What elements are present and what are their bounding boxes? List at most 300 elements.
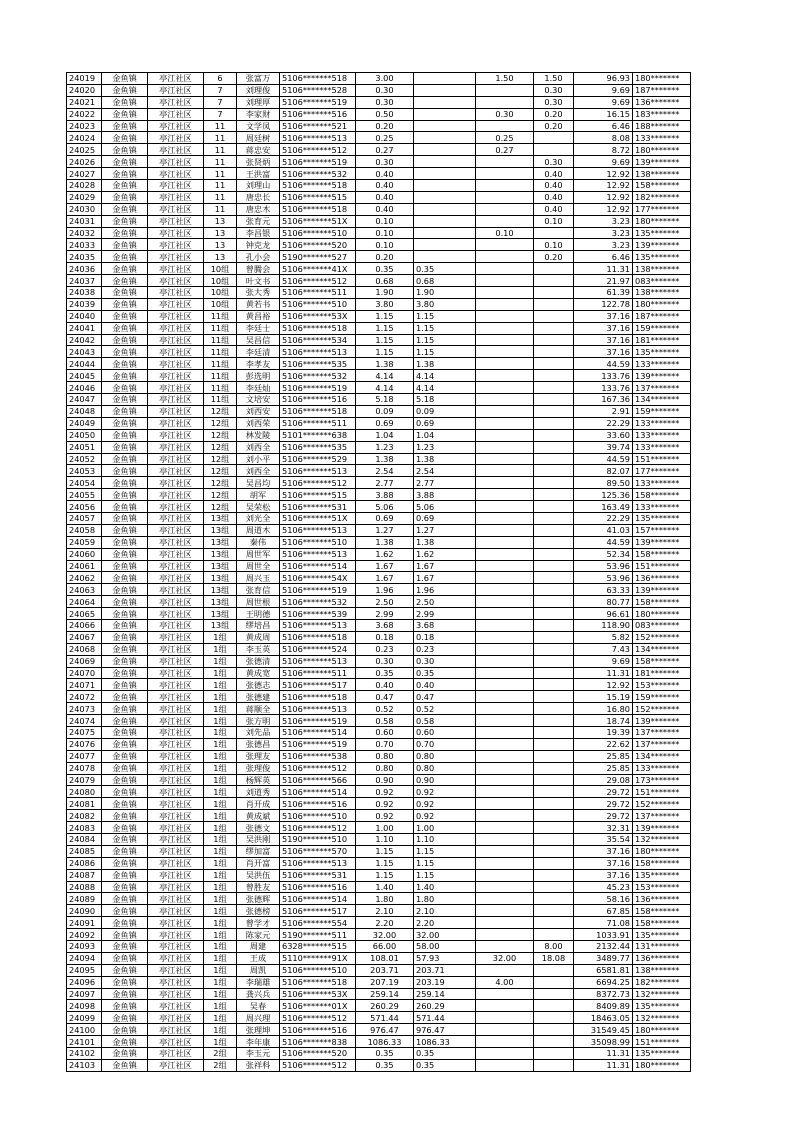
cell-community: 亭江社区 bbox=[148, 988, 204, 1000]
cell-group: 1组 bbox=[204, 798, 237, 810]
cell-phone: 152******* bbox=[633, 631, 691, 643]
cell-amount: 12.92 bbox=[574, 679, 633, 691]
cell-community: 亭江社区 bbox=[148, 275, 204, 287]
cell-total-area: 3.68 bbox=[356, 619, 414, 631]
cell-id-number: 5106*******535 bbox=[280, 441, 356, 453]
cell-area-c bbox=[534, 608, 574, 620]
cell-area-a: 1.80 bbox=[414, 893, 476, 905]
cell-total-area: 5.18 bbox=[356, 394, 414, 406]
cell-phone: 158******* bbox=[633, 857, 691, 869]
table-row bbox=[67, 191, 691, 203]
table-row bbox=[67, 334, 691, 346]
cell-amount: 37.16 bbox=[574, 334, 633, 346]
cell-total-area: 260.29 bbox=[356, 1000, 414, 1012]
cell-group: 13组 bbox=[204, 512, 237, 524]
cell-group: 1组 bbox=[204, 738, 237, 750]
cell-id-number: 5106*******554 bbox=[280, 917, 356, 929]
cell-id-number: 5106*******518 bbox=[280, 976, 356, 988]
cell-town: 金鱼镇 bbox=[102, 584, 148, 596]
cell-area-a bbox=[414, 227, 476, 239]
table-row bbox=[67, 572, 691, 584]
cell-area-c bbox=[534, 358, 574, 370]
cell-id-number: 5106*******518 bbox=[280, 203, 356, 215]
cell-id-number: 5106*******510 bbox=[280, 964, 356, 976]
cell-area-b bbox=[476, 834, 534, 846]
cell-community: 亭江社区 bbox=[148, 715, 204, 727]
cell-row-id: 24100 bbox=[67, 1024, 102, 1036]
cell-id-number: 5106*******512 bbox=[280, 477, 356, 489]
cell-amount: 6.46 bbox=[574, 251, 633, 263]
cell-row-id: 24071 bbox=[67, 679, 102, 691]
cell-town: 金鱼镇 bbox=[102, 132, 148, 144]
cell-area-b bbox=[476, 394, 534, 406]
cell-town: 金鱼镇 bbox=[102, 822, 148, 834]
cell-town: 金鱼镇 bbox=[102, 227, 148, 239]
cell-phone: 132******* bbox=[633, 988, 691, 1000]
cell-community: 亭江社区 bbox=[148, 417, 204, 429]
cell-area-a: 0.18 bbox=[414, 631, 476, 643]
cell-id-number: 5106*******513 bbox=[280, 346, 356, 358]
cell-area-b bbox=[476, 96, 534, 108]
cell-group: 1组 bbox=[204, 774, 237, 786]
cell-row-id: 24086 bbox=[67, 857, 102, 869]
cell-id-number: 5106*******531 bbox=[280, 869, 356, 881]
cell-phone: 173******* bbox=[633, 774, 691, 786]
cell-phone: 136******* bbox=[633, 952, 691, 964]
cell-area-a bbox=[414, 108, 476, 120]
cell-total-area: 0.40 bbox=[356, 180, 414, 192]
cell-person-name: 李廷灿 bbox=[237, 382, 280, 394]
cell-area-a: 1.15 bbox=[414, 857, 476, 869]
cell-community: 亭江社区 bbox=[148, 298, 204, 310]
cell-town: 金鱼镇 bbox=[102, 370, 148, 382]
cell-phone: 132******* bbox=[633, 1012, 691, 1024]
cell-area-b bbox=[476, 893, 534, 905]
table-row bbox=[67, 441, 691, 453]
cell-town: 金鱼镇 bbox=[102, 917, 148, 929]
cell-area-c bbox=[534, 845, 574, 857]
cell-area-c bbox=[534, 572, 574, 584]
cell-group: 1组 bbox=[204, 929, 237, 941]
cell-community: 亭江社区 bbox=[148, 501, 204, 513]
cell-person-name: 黄成周 bbox=[237, 631, 280, 643]
cell-area-a: 5.18 bbox=[414, 394, 476, 406]
cell-row-id: 24065 bbox=[67, 608, 102, 620]
cell-town: 金鱼镇 bbox=[102, 738, 148, 750]
cell-amount: 53.96 bbox=[574, 560, 633, 572]
cell-group: 11组 bbox=[204, 382, 237, 394]
cell-row-id: 24059 bbox=[67, 536, 102, 548]
cell-area-a bbox=[414, 132, 476, 144]
cell-amount: 29.72 bbox=[574, 786, 633, 798]
cell-community: 亭江社区 bbox=[148, 572, 204, 584]
cell-id-number: 5106*******516 bbox=[280, 881, 356, 893]
table-row bbox=[67, 905, 691, 917]
cell-phone: 136******* bbox=[633, 572, 691, 584]
table-row bbox=[67, 322, 691, 334]
cell-community: 亭江社区 bbox=[148, 655, 204, 667]
cell-row-id: 24019 bbox=[67, 73, 102, 85]
cell-amount: 9.69 bbox=[574, 655, 633, 667]
cell-id-number: 5106*******518 bbox=[280, 180, 356, 192]
cell-area-b bbox=[476, 1000, 534, 1012]
cell-group: 1组 bbox=[204, 691, 237, 703]
cell-phone: 139******* bbox=[633, 822, 691, 834]
cell-amount: 21.97 bbox=[574, 275, 633, 287]
table-row bbox=[67, 738, 691, 750]
cell-amount: 96.93 bbox=[574, 73, 633, 85]
table-row bbox=[67, 976, 691, 988]
cell-row-id: 24036 bbox=[67, 263, 102, 275]
cell-person-name: 刘西荣 bbox=[237, 417, 280, 429]
table-row bbox=[67, 489, 691, 501]
cell-community: 亭江社区 bbox=[148, 667, 204, 679]
cell-area-c bbox=[534, 869, 574, 881]
table-row bbox=[67, 988, 691, 1000]
table-row bbox=[67, 501, 691, 513]
table-row bbox=[67, 822, 691, 834]
cell-area-c bbox=[534, 786, 574, 798]
cell-group: 12组 bbox=[204, 417, 237, 429]
cell-row-id: 24056 bbox=[67, 501, 102, 513]
cell-total-area: 1.40 bbox=[356, 881, 414, 893]
cell-phone: 133******* bbox=[633, 501, 691, 513]
cell-person-name: 周道木 bbox=[237, 524, 280, 536]
cell-total-area: 32.00 bbox=[356, 929, 414, 941]
cell-total-area: 2.20 bbox=[356, 917, 414, 929]
cell-person-name: 张方明 bbox=[237, 715, 280, 727]
cell-area-a: 259.14 bbox=[414, 988, 476, 1000]
cell-person-name: 李家财 bbox=[237, 108, 280, 120]
cell-row-id: 24062 bbox=[67, 572, 102, 584]
cell-phone: 134******* bbox=[633, 394, 691, 406]
cell-person-name: 刘西安 bbox=[237, 405, 280, 417]
cell-area-c bbox=[534, 798, 574, 810]
cell-town: 金鱼镇 bbox=[102, 834, 148, 846]
cell-id-number: 5106*******518 bbox=[280, 691, 356, 703]
table-row bbox=[67, 893, 691, 905]
cell-row-id: 24022 bbox=[67, 108, 102, 120]
cell-row-id: 24095 bbox=[67, 964, 102, 976]
cell-amount: 25.85 bbox=[574, 762, 633, 774]
cell-phone: 159******* bbox=[633, 405, 691, 417]
table-row bbox=[67, 512, 691, 524]
cell-amount: 22.62 bbox=[574, 738, 633, 750]
cell-area-a bbox=[414, 215, 476, 227]
cell-town: 金鱼镇 bbox=[102, 941, 148, 953]
table-row bbox=[67, 929, 691, 941]
cell-area-a: 1.27 bbox=[414, 524, 476, 536]
cell-total-area: 259.14 bbox=[356, 988, 414, 1000]
cell-id-number: 5106*******511 bbox=[280, 287, 356, 299]
cell-community: 亭江社区 bbox=[148, 227, 204, 239]
cell-row-id: 24033 bbox=[67, 239, 102, 251]
cell-area-a: 260.29 bbox=[414, 1000, 476, 1012]
cell-area-a: 0.35 bbox=[414, 1048, 476, 1060]
cell-area-c: 0.30 bbox=[534, 156, 574, 168]
cell-amount: 61.39 bbox=[574, 287, 633, 299]
cell-amount: 82.07 bbox=[574, 465, 633, 477]
cell-group: 1组 bbox=[204, 703, 237, 715]
cell-town: 金鱼镇 bbox=[102, 298, 148, 310]
cell-person-name: 张理友 bbox=[237, 750, 280, 762]
cell-area-c bbox=[534, 429, 574, 441]
table-row bbox=[67, 584, 691, 596]
cell-person-name: 吴昌均 bbox=[237, 477, 280, 489]
cell-total-area: 0.30 bbox=[356, 84, 414, 96]
cell-person-name: 周兴玉 bbox=[237, 572, 280, 584]
cell-town: 金鱼镇 bbox=[102, 108, 148, 120]
cell-town: 金鱼镇 bbox=[102, 869, 148, 881]
cell-group: 13组 bbox=[204, 524, 237, 536]
cell-town: 金鱼镇 bbox=[102, 501, 148, 513]
cell-person-name: 吴春 bbox=[237, 1000, 280, 1012]
cell-group: 12组 bbox=[204, 465, 237, 477]
cell-phone: 152******* bbox=[633, 798, 691, 810]
cell-area-a: 0.80 bbox=[414, 750, 476, 762]
cell-person-name: 刘西全 bbox=[237, 441, 280, 453]
cell-person-name: 王成 bbox=[237, 952, 280, 964]
cell-amount: 3.23 bbox=[574, 227, 633, 239]
table-row bbox=[67, 298, 691, 310]
cell-area-a: 5.06 bbox=[414, 501, 476, 513]
cell-group: 12组 bbox=[204, 501, 237, 513]
cell-group: 1组 bbox=[204, 655, 237, 667]
cell-area-b bbox=[476, 786, 534, 798]
cell-area-b bbox=[476, 536, 534, 548]
cell-person-name: 周廷树 bbox=[237, 132, 280, 144]
cell-group: 1组 bbox=[204, 976, 237, 988]
table-row bbox=[67, 477, 691, 489]
cell-area-b bbox=[476, 405, 534, 417]
cell-area-c bbox=[534, 298, 574, 310]
cell-phone: 187******* bbox=[633, 84, 691, 96]
cell-amount: 8409.89 bbox=[574, 1000, 633, 1012]
cell-person-name: 肖开成 bbox=[237, 798, 280, 810]
cell-area-a: 1.00 bbox=[414, 822, 476, 834]
cell-community: 亭江社区 bbox=[148, 929, 204, 941]
cell-community: 亭江社区 bbox=[148, 251, 204, 263]
cell-area-b: 0.27 bbox=[476, 144, 534, 156]
cell-area-a: 0.58 bbox=[414, 715, 476, 727]
cell-total-area: 1.90 bbox=[356, 287, 414, 299]
cell-phone: 158******* bbox=[633, 655, 691, 667]
cell-area-a bbox=[414, 168, 476, 180]
cell-person-name: 吴洪伍 bbox=[237, 869, 280, 881]
cell-group: 1组 bbox=[204, 905, 237, 917]
cell-id-number: 5106*******534 bbox=[280, 334, 356, 346]
table-row bbox=[67, 156, 691, 168]
cell-phone: 135******* bbox=[633, 869, 691, 881]
cell-id-number: 5106*******521 bbox=[280, 120, 356, 132]
cell-row-id: 24050 bbox=[67, 429, 102, 441]
cell-total-area: 2.50 bbox=[356, 596, 414, 608]
cell-amount: 12.92 bbox=[574, 203, 633, 215]
cell-group: 11 bbox=[204, 180, 237, 192]
cell-area-b bbox=[476, 1036, 534, 1048]
cell-area-c bbox=[534, 465, 574, 477]
cell-area-a: 3.68 bbox=[414, 619, 476, 631]
cell-amount: 37.16 bbox=[574, 869, 633, 881]
cell-area-c bbox=[534, 489, 574, 501]
cell-total-area: 1.15 bbox=[356, 869, 414, 881]
cell-area-c: 0.20 bbox=[534, 251, 574, 263]
cell-community: 亭江社区 bbox=[148, 893, 204, 905]
cell-area-a: 1.38 bbox=[414, 358, 476, 370]
cell-town: 金鱼镇 bbox=[102, 203, 148, 215]
cell-area-c bbox=[534, 619, 574, 631]
cell-area-b: 0.25 bbox=[476, 132, 534, 144]
cell-total-area: 1.00 bbox=[356, 822, 414, 834]
cell-community: 亭江社区 bbox=[148, 382, 204, 394]
table-row bbox=[67, 263, 691, 275]
cell-group: 1组 bbox=[204, 881, 237, 893]
cell-area-b bbox=[476, 524, 534, 536]
cell-phone: 133******* bbox=[633, 762, 691, 774]
cell-community: 亭江社区 bbox=[148, 631, 204, 643]
cell-amount: 6581.81 bbox=[574, 964, 633, 976]
cell-total-area: 3.88 bbox=[356, 489, 414, 501]
cell-community: 亭江社区 bbox=[148, 203, 204, 215]
cell-area-b bbox=[476, 988, 534, 1000]
cell-row-id: 24072 bbox=[67, 691, 102, 703]
cell-area-b bbox=[476, 608, 534, 620]
cell-area-a: 0.47 bbox=[414, 691, 476, 703]
cell-area-a: 0.92 bbox=[414, 798, 476, 810]
cell-amount: 44.59 bbox=[574, 536, 633, 548]
cell-town: 金鱼镇 bbox=[102, 976, 148, 988]
cell-community: 亭江社区 bbox=[148, 156, 204, 168]
cell-area-b bbox=[476, 168, 534, 180]
cell-area-c bbox=[534, 310, 574, 322]
cell-amount: 29.72 bbox=[574, 798, 633, 810]
cell-id-number: 5106*******514 bbox=[280, 786, 356, 798]
cell-area-a: 0.92 bbox=[414, 786, 476, 798]
cell-total-area: 1.38 bbox=[356, 536, 414, 548]
cell-total-area: 0.18 bbox=[356, 631, 414, 643]
cell-person-name: 李孝友 bbox=[237, 358, 280, 370]
cell-area-c bbox=[534, 905, 574, 917]
table-row bbox=[67, 655, 691, 667]
table-row bbox=[67, 643, 691, 655]
cell-area-a: 0.09 bbox=[414, 405, 476, 417]
cell-row-id: 24091 bbox=[67, 917, 102, 929]
cell-row-id: 24066 bbox=[67, 619, 102, 631]
cell-total-area: 0.35 bbox=[356, 263, 414, 275]
cell-person-name: 李玉英 bbox=[237, 643, 280, 655]
cell-group: 2组 bbox=[204, 1048, 237, 1060]
cell-community: 亭江社区 bbox=[148, 84, 204, 96]
cell-total-area: 1.67 bbox=[356, 560, 414, 572]
cell-person-name: 李廷清 bbox=[237, 346, 280, 358]
cell-person-name: 王明德 bbox=[237, 608, 280, 620]
cell-area-a: 2.77 bbox=[414, 477, 476, 489]
cell-total-area: 0.92 bbox=[356, 810, 414, 822]
cell-area-b bbox=[476, 310, 534, 322]
cell-person-name: 胡军 bbox=[237, 489, 280, 501]
cell-amount: 89.50 bbox=[574, 477, 633, 489]
cell-row-id: 24085 bbox=[67, 845, 102, 857]
cell-community: 亭江社区 bbox=[148, 429, 204, 441]
cell-area-b bbox=[476, 215, 534, 227]
table-row bbox=[67, 429, 691, 441]
cell-area-c bbox=[534, 477, 574, 489]
cell-area-a: 1.15 bbox=[414, 346, 476, 358]
cell-town: 金鱼镇 bbox=[102, 810, 148, 822]
table-row bbox=[67, 405, 691, 417]
cell-area-b bbox=[476, 810, 534, 822]
table-row bbox=[67, 667, 691, 679]
cell-community: 亭江社区 bbox=[148, 239, 204, 251]
cell-area-c: 1.50 bbox=[534, 73, 574, 85]
cell-community: 亭江社区 bbox=[148, 608, 204, 620]
cell-area-a: 4.14 bbox=[414, 382, 476, 394]
cell-id-number: 5110*******91X bbox=[280, 952, 356, 964]
cell-row-id: 24032 bbox=[67, 227, 102, 239]
cell-phone: 135******* bbox=[633, 251, 691, 263]
cell-town: 金鱼镇 bbox=[102, 239, 148, 251]
cell-area-b bbox=[476, 905, 534, 917]
cell-community: 亭江社区 bbox=[148, 798, 204, 810]
cell-community: 亭江社区 bbox=[148, 96, 204, 108]
cell-total-area: 66.00 bbox=[356, 941, 414, 953]
cell-community: 亭江社区 bbox=[148, 857, 204, 869]
cell-total-area: 1.62 bbox=[356, 548, 414, 560]
cell-id-number: 5106*******514 bbox=[280, 560, 356, 572]
cell-area-b bbox=[476, 512, 534, 524]
cell-area-c bbox=[534, 631, 574, 643]
cell-area-b bbox=[476, 275, 534, 287]
cell-area-c: 0.30 bbox=[534, 96, 574, 108]
cell-total-area: 1.15 bbox=[356, 310, 414, 322]
cell-group: 10组 bbox=[204, 263, 237, 275]
cell-person-name: 黄成宽 bbox=[237, 667, 280, 679]
cell-amount: 9.69 bbox=[574, 96, 633, 108]
cell-amount: 45.23 bbox=[574, 881, 633, 893]
cell-total-area: 4.14 bbox=[356, 382, 414, 394]
table-row bbox=[67, 631, 691, 643]
cell-area-a: 203.71 bbox=[414, 964, 476, 976]
cell-area-b bbox=[476, 691, 534, 703]
cell-area-c bbox=[534, 405, 574, 417]
cell-group: 1组 bbox=[204, 786, 237, 798]
cell-phone: 180******* bbox=[633, 1024, 691, 1036]
cell-town: 金鱼镇 bbox=[102, 631, 148, 643]
cell-person-name: 唐忠木 bbox=[237, 203, 280, 215]
cell-row-id: 24063 bbox=[67, 584, 102, 596]
cell-total-area: 976.47 bbox=[356, 1024, 414, 1036]
cell-total-area: 0.68 bbox=[356, 275, 414, 287]
cell-area-b: 32.00 bbox=[476, 952, 534, 964]
cell-amount: 6.46 bbox=[574, 120, 633, 132]
table-row bbox=[67, 703, 691, 715]
cell-id-number: 5106*******53X bbox=[280, 310, 356, 322]
cell-town: 金鱼镇 bbox=[102, 215, 148, 227]
cell-area-c bbox=[534, 667, 574, 679]
cell-total-area: 1.38 bbox=[356, 453, 414, 465]
cell-group: 1组 bbox=[204, 869, 237, 881]
cell-total-area: 1.10 bbox=[356, 834, 414, 846]
cell-row-id: 24069 bbox=[67, 655, 102, 667]
table-row bbox=[67, 560, 691, 572]
table-row bbox=[67, 287, 691, 299]
cell-phone: 180******* bbox=[633, 1059, 691, 1071]
table-row bbox=[67, 810, 691, 822]
cell-group: 1组 bbox=[204, 917, 237, 929]
cell-row-id: 24099 bbox=[67, 1012, 102, 1024]
cell-amount: 2.91 bbox=[574, 405, 633, 417]
cell-person-name: 吴洪刚 bbox=[237, 834, 280, 846]
